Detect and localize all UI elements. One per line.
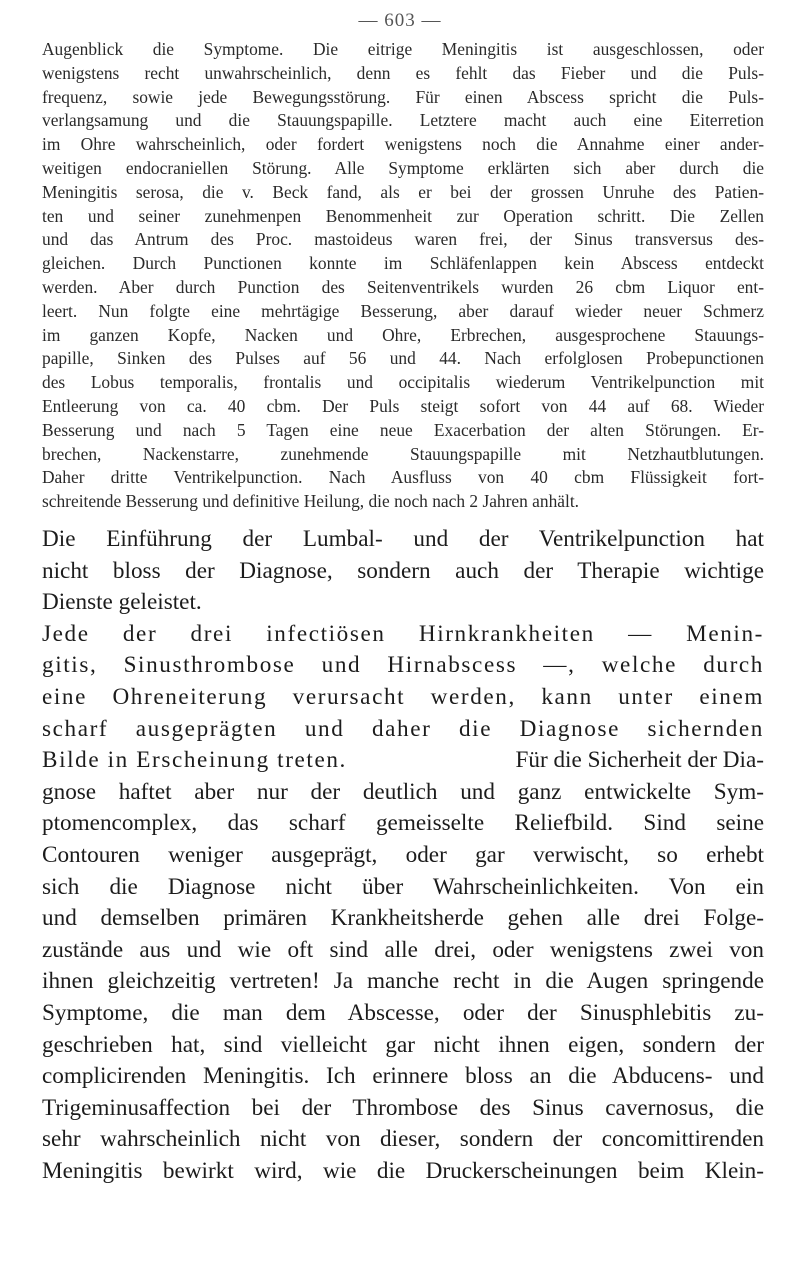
text-line: Meningitis bewirkt wird, wie die Druckerscheinungen beim Klein- [42, 1157, 764, 1184]
main-text [42, 524, 764, 1187]
text-line: Contouren weniger ausgeprägt, oder gar verwischt, so erhebt [42, 841, 764, 868]
text-line: frequenz, sowie jede Bewegungsstörung. Für einen Abscess spricht die Puls- [42, 86, 764, 107]
text-line: geschrieben hat, sind vielleicht gar nicht ihnen eigen, sondern der [42, 1031, 764, 1058]
text-line: und das Antrum des Proc. mastoideus waren frei, der Sinus transversus des- [42, 229, 764, 250]
text-line: brechen, Nackenstarre, zunehmende Stauungspapille mit Netzhautblutungen. [42, 443, 764, 464]
text-line: verlangsamung und die Stauungspapille. Letztere macht auch eine Eiterretion [42, 110, 764, 131]
text-line: gleichen. Durch Punctionen konnte im Schläfenlappen kein Abscess entdeckt [42, 253, 764, 274]
text-line: gnose haftet aber nur der deutlich und ganz entwickelte Sym- [42, 778, 764, 805]
text-line: im ganzen Kopfe, Nacken und Ohre, Erbrechen, ausgesprochene Stauungs- [42, 324, 764, 345]
text-line: Besserung und nach 5 Tagen eine neue Exacerbation der alten Störungen. Er- [42, 419, 764, 440]
spaced-text-line: gitis, Sinusthrombose und Hirnabscess —, welche durch [42, 652, 764, 679]
case-report-paragraph [42, 38, 764, 514]
text-line: Die Einführung der Lumbal- und der Ventrikelpunction hat [42, 526, 764, 552]
mixed-text-line [42, 745, 764, 777]
text-line: werden. Aber durch Punction des Seitenventrikels wurden 26 cbm Liquor ent- [42, 276, 764, 297]
page-number: — 603 — [358, 10, 442, 31]
text-line: wenigstens recht unwahrscheinlich, denn es fehlt das Fieber und die Puls- [42, 62, 764, 83]
spaced-text-line: scharf ausgeprägten und daher die Diagnose sichernden [42, 715, 764, 742]
text-line: des Lobus temporalis, frontalis und occipitalis wiederum Ventrikelpunction mit [42, 372, 764, 393]
text-line: ten und seiner zunehmenpen Benommenheit zur Operation schritt. Die Zellen [42, 205, 764, 226]
text-line: nicht bloss der Diagnose, sondern auch der Therapie wichtige [42, 557, 764, 584]
spaced-text-fragment: Bilde in Erscheinung treten. [42, 747, 347, 774]
text-line: zustände aus und wie oft sind alle drei, oder wenigstens zwei von [42, 936, 764, 963]
text-line: Symptome, die man dem Abscesse, oder der Sinusphlebitis zu- [42, 999, 764, 1026]
text-line: leert. Nun folgte eine mehrtägige Besserung, aber darauf wieder neuer Schmerz [42, 300, 764, 321]
text-line: Meningitis serosa, die v. Beck fand, als er bei der grossen Unruhe des Patien- [42, 181, 764, 202]
spaced-text-line: Jede der drei infectiösen Hirnkrankheiten — Menin- [42, 620, 764, 647]
text-line: papille, Sinken des Pulses auf 56 und 44. Nach erfolglosen Probepunctionen [42, 348, 764, 369]
text-line: Entleerung von ca. 40 cbm. Der Puls steigt sofort von 44 auf 68. Wieder [42, 395, 764, 416]
text-line: Daher dritte Ventrikelpunction. Nach Ausfluss von 40 cbm Flüssigkeit fort- [42, 467, 764, 488]
text-line: Dienste geleistet. [42, 589, 202, 616]
text-line: Augenblick die Symptome. Die eitrige Meningitis ist ausgeschlossen, oder [42, 39, 764, 59]
text-line: sehr wahrscheinlich nicht von dieser, sondern der concomittirenden [42, 1126, 764, 1153]
text-line: complicirenden Meningitis. Ich erinnere bloss an die Abducens- und [42, 1063, 764, 1090]
text-line: weitigen endocraniellen Störung. Alle Symptome erklärten sich aber durch die [42, 157, 764, 178]
text-line: ihnen gleichzeitig vertreten! Ja manche recht in die Augen springende [42, 968, 764, 995]
text-line: und demselben primären Krankheitsherde gehen alle drei Folge- [42, 905, 764, 932]
text-fragment: Für die Sicherheit der Dia- [515, 747, 764, 774]
text-line: sich die Diagnose nicht über Wahrscheinlichkeiten. Von ein [42, 873, 764, 900]
text-line: im Ohre wahrscheinlich, oder fordert wenigstens noch die Annahme einer ander- [42, 134, 764, 155]
text-line: ptomencomplex, das scharf gemeisselte Reliefbild. Sind seine [42, 810, 764, 837]
spaced-text-line: eine Ohreneiterung verursacht werden, kann unter einem [42, 683, 764, 710]
text-line: Trigeminusaffection bei der Thrombose des Sinus cavernosus, die [42, 1094, 764, 1121]
text-line: schreitende Besserung und definitive Heilung, die noch nach 2 Jahren anhält. [42, 491, 580, 512]
